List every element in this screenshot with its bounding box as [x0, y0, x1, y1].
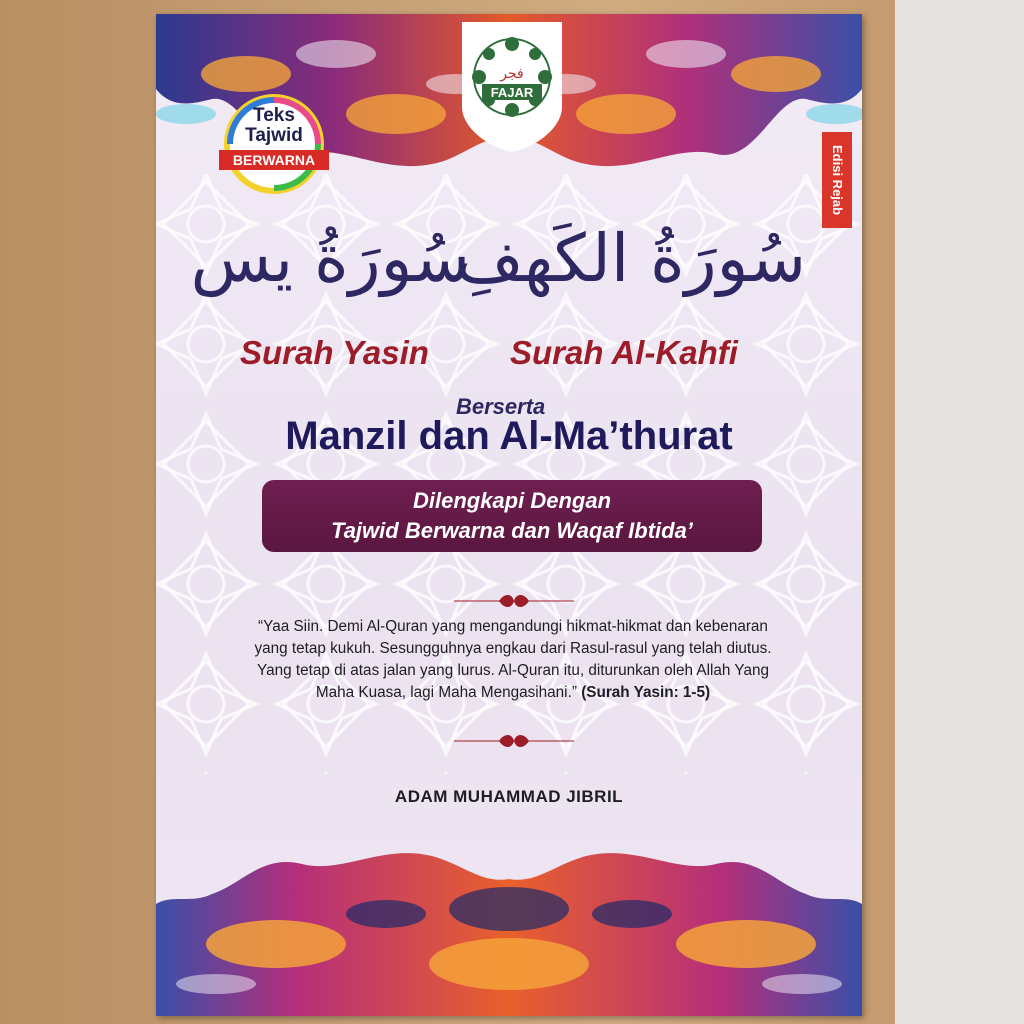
arabic-title-kahfi: سُورَةُ الكَهفِ: [455, 220, 806, 297]
banner-line2: Tajwid Berwarna dan Waqaf Ibtida’: [331, 518, 693, 543]
logo-text: FAJAR: [490, 85, 534, 100]
subtitle-lead: Berserta: [456, 394, 546, 419]
logo-arabic: فجر: [500, 66, 524, 82]
background-wall: [895, 0, 1024, 1024]
quote-block: [248, 616, 778, 704]
ornament-divider-top: [454, 593, 574, 609]
arabic-title-yasin: سُورَةُ يس: [190, 220, 470, 297]
publisher-logo: [462, 22, 562, 152]
author-name: ADAM MUHAMMAD JIBRIL: [394, 787, 624, 806]
quote-reference: (Surah Yasin: 1-5): [581, 684, 711, 701]
edition-tag: Edisi Rejab: [822, 132, 852, 228]
title-surah-yasin: Surah Yasin: [240, 334, 429, 371]
badge-berwarna: BERWARNA: [219, 150, 329, 170]
main-title: Manzil dan Al-Ma’thurat: [285, 414, 733, 458]
quote-text: “Yaa Siin. Demi Al-Quran yang mengandungi hikmat-hikmat dan kebenaran yang tetap kukuh. Sesungguhnya engkau dari Rasul-rasul yang telah diutus. Yang tetap di atas jalan yang lurus. Al-Quran itu, diturunkan oleh Allah Yang Maha Kuasa, lagi Maha Mengasihani.”: [254, 618, 772, 701]
title-surah-kahfi: Surah Al-Kahfi: [510, 334, 738, 371]
ornament-divider-bottom: [454, 733, 574, 749]
badge-label: [232, 106, 316, 146]
badge-line2: Tajwid: [245, 125, 303, 146]
badge-line1: Teks: [253, 105, 295, 126]
bottom-cloud-artwork: [156, 834, 862, 1016]
banner-line1: Dilengkapi Dengan: [412, 488, 612, 513]
book-cover: [156, 14, 862, 1016]
feature-banner: [262, 480, 762, 552]
